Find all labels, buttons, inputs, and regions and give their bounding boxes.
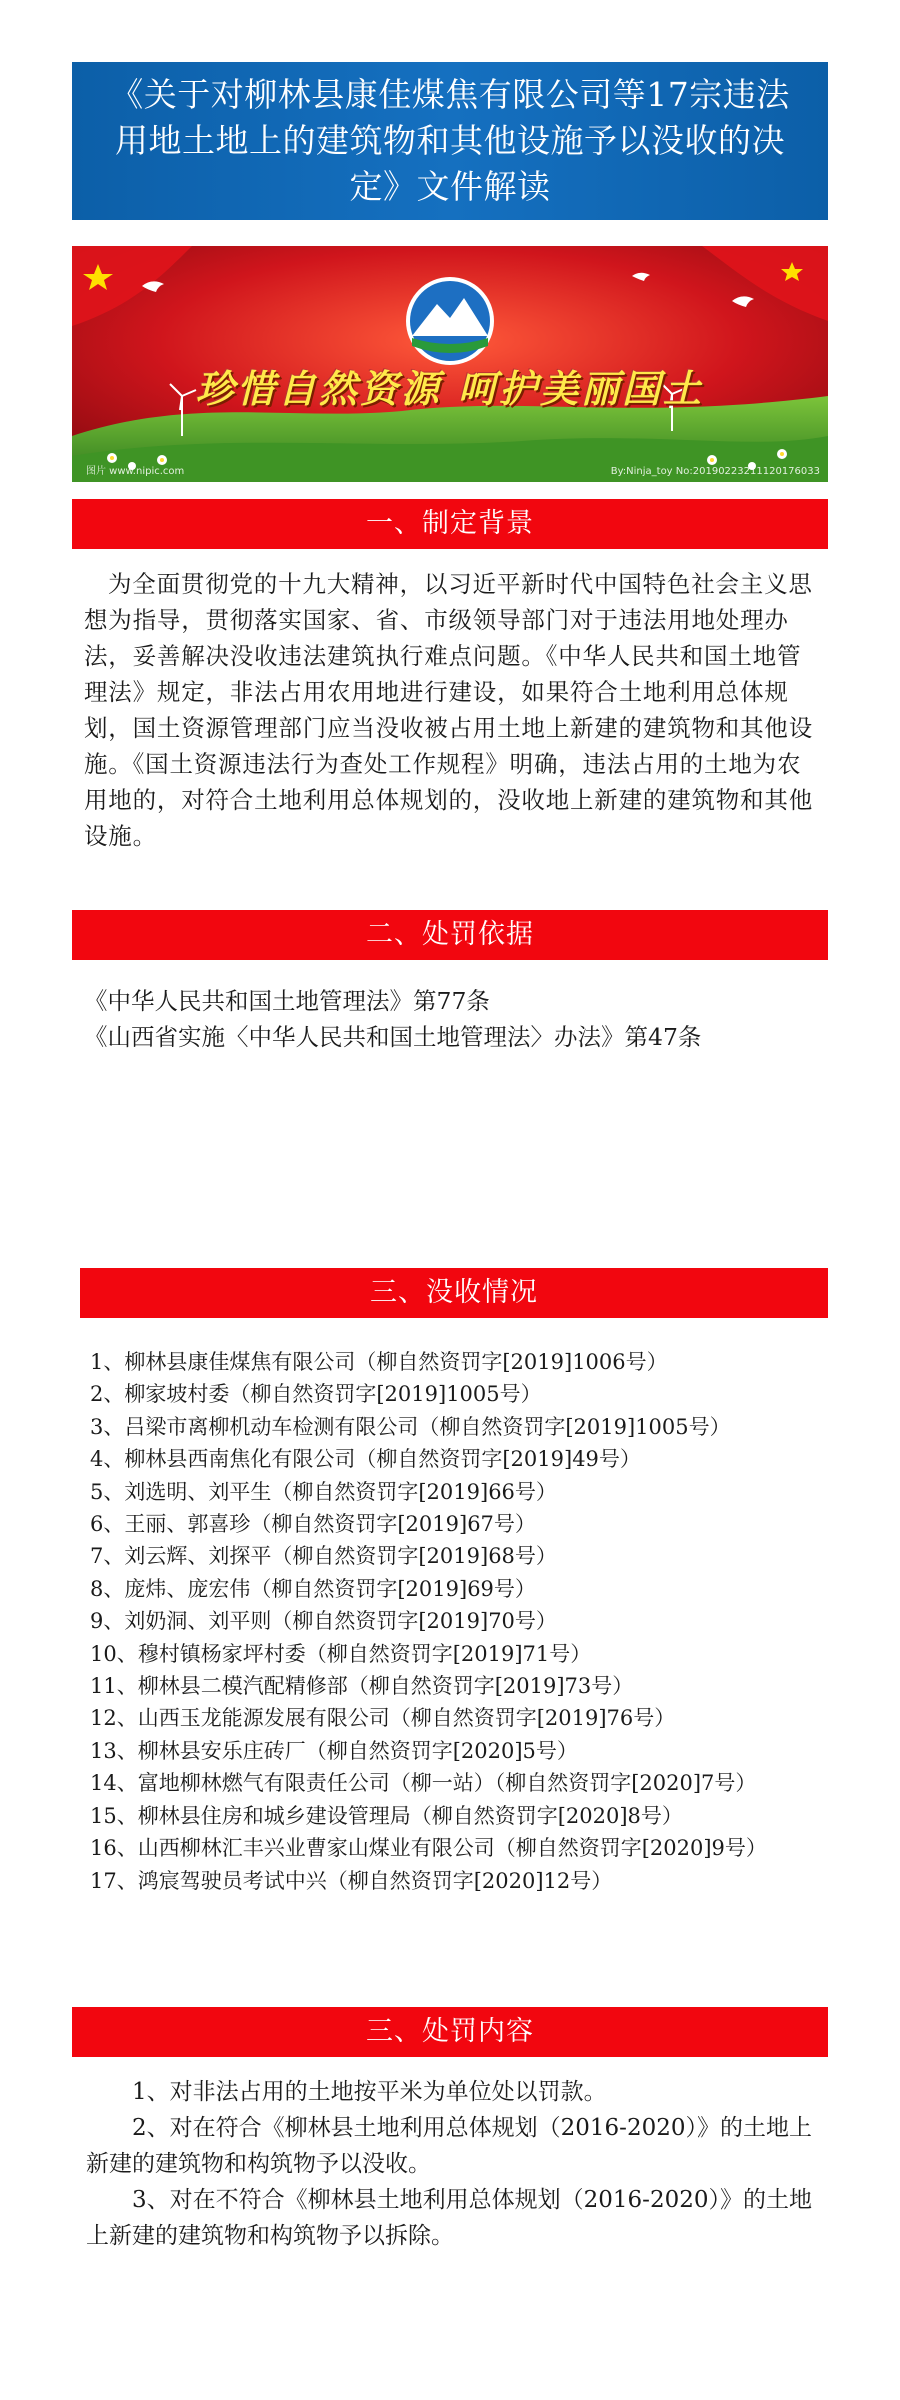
- list-item: 14、富地柳林燃气有限责任公司（柳一站）（柳自然资罚字[2020]7号）: [90, 1771, 757, 1796]
- emblem-icon: [406, 277, 494, 365]
- banner-slogan: 珍惜自然资源 呵护美丽国土: [195, 366, 705, 411]
- background-paragraph: 为全面贯彻党的十九大精神，以习近平新时代中国特色社会主义思想为指导，贯彻落实国家、省、市级领导部门对于违法用地处理办法，妥善解决没收违法建筑执行难点问题。《中华人民共和国土地管理法》规定，非法占用农用地进行建设，如果符合土地利用总体规划，国土资源管理部门应当没收被占用土地上新建的建筑物和其他设施。《国土资源违法行为查处工作规程》明确，违法占用的土地为农用地的，对符合土地利用总体规划的，没收地上新建的建筑物和其他设施。: [84, 570, 813, 850]
- banner-image: [72, 246, 828, 482]
- confiscation-list: [90, 1346, 830, 1897]
- list-item: 7、刘云辉、刘探平（柳自然资罚字[2019]68号）: [90, 1544, 557, 1569]
- section-heading-penalty: 三、处罚内容: [72, 2007, 828, 2057]
- list-item: 6、王丽、郭喜珍（柳自然资罚字[2019]67号）: [90, 1512, 536, 1537]
- watermark-left: 图片 www.nipic.com: [86, 466, 185, 477]
- basis-item: 《中华人民共和国土地管理法》第77条: [84, 987, 490, 1015]
- list-item: 17、鸿宸驾驶员考试中兴（柳自然资罚字[2020]12号）: [90, 1868, 613, 1893]
- list-item: 4、柳林县西南焦化有限公司（柳自然资罚字[2019]49号）: [90, 1447, 641, 1472]
- penalty-item: 2、对在符合《柳林县土地利用总体规划（2016-2020）》的土地上新建的建筑物和构筑物予以没收。: [86, 2115, 812, 2177]
- basis-item: 《山西省实施〈中华人民共和国土地管理法〉办法》第47条: [84, 1023, 702, 1051]
- watermark-right: By:Ninja_toy No:20190223211120176033: [610, 466, 820, 477]
- list-item: 3、吕梁市离柳机动车检测有限公司（柳自然资罚字[2019]1005号）: [90, 1414, 731, 1439]
- list-item: 10、穆村镇杨家坪村委（柳自然资罚字[2019]71号）: [90, 1641, 592, 1666]
- list-item: 15、柳林县住房和城乡建设管理局（柳自然资罚字[2020]8号）: [90, 1803, 683, 1828]
- section-heading-confiscation: 三、没收情况: [80, 1268, 828, 1318]
- section-heading-basis: 二、处罚依据: [72, 910, 828, 960]
- list-item: 1、柳林县康佳煤焦有限公司（柳自然资罚字[2019]1006号）: [90, 1350, 668, 1374]
- section-heading-background: 一、制定背景: [72, 499, 828, 549]
- list-item: 16、山西柳林汇丰兴业曹家山煤业有限公司（柳自然资罚字[2020]9号）: [90, 1836, 767, 1861]
- list-item: 13、柳林县安乐庄砖厂（柳自然资罚字[2020]5号）: [90, 1738, 578, 1763]
- list-item: 2、柳家坡村委（柳自然资罚字[2019]1005号）: [90, 1382, 542, 1407]
- penalty-content: [86, 2074, 814, 2254]
- penalty-item: 1、对非法占用的土地按平米为单位处以罚款。: [132, 2079, 607, 2105]
- penalty-item: 3、对在不符合《柳林县土地利用总体规划（2016-2020）》的土地上新建的建筑物和构筑物予以拆除。: [86, 2187, 812, 2249]
- page-title: 《关于对柳林县康佳煤焦有限公司等17宗违法用地土地上的建筑物和其他设施予以没收的决定》文件解读: [72, 62, 828, 220]
- list-item: 9、刘奶洞、刘平则（柳自然资罚字[2019]70号）: [90, 1609, 557, 1634]
- basis-list: [84, 983, 814, 1055]
- list-item: 11、柳林县二模汽配精修部（柳自然资罚字[2019]73号）: [90, 1674, 634, 1699]
- list-item: 8、庞炜、庞宏伟（柳自然资罚字[2019]69号）: [90, 1576, 536, 1601]
- list-item: 12、山西玉龙能源发展有限公司（柳自然资罚字[2019]76号）: [90, 1706, 676, 1731]
- list-item: 5、刘选明、刘平生（柳自然资罚字[2019]66号）: [90, 1479, 557, 1504]
